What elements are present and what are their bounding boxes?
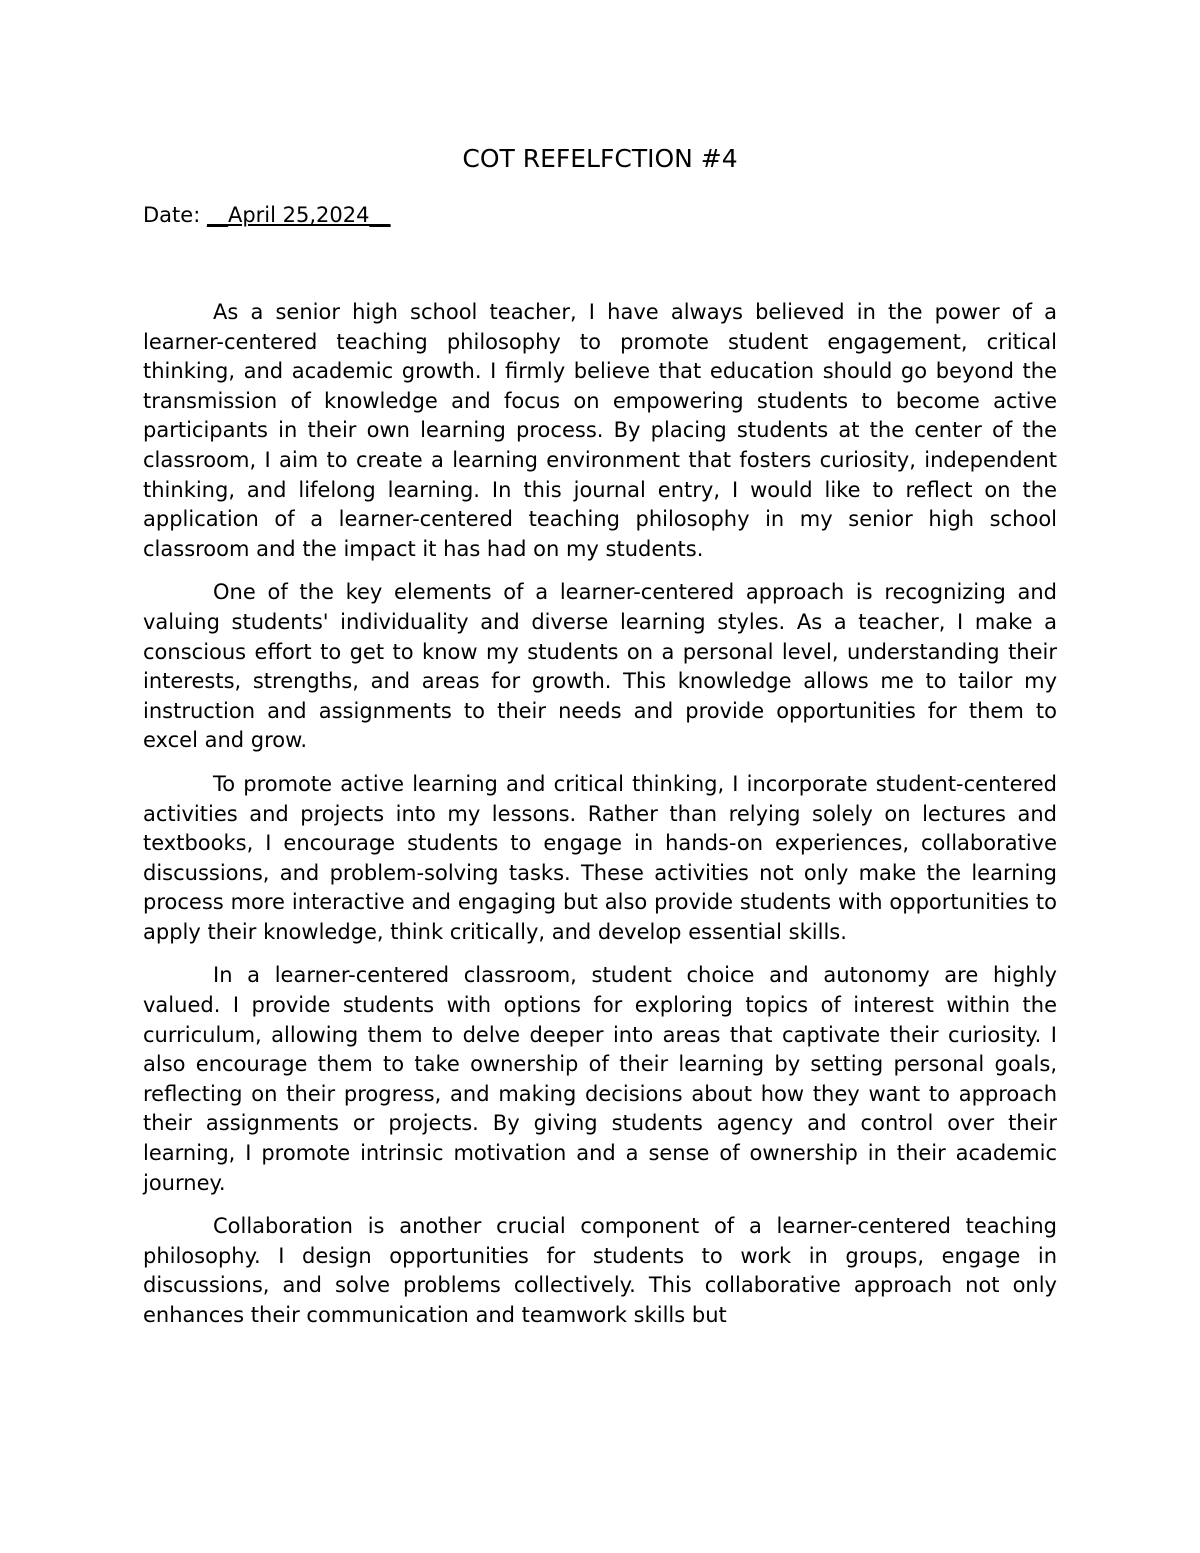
date-label: Date: [143, 203, 201, 227]
body-text [143, 298, 1057, 1345]
paragraph: One of the key elements of a learner-centered approach is recognizing and valuing students' individuality and diverse learning styles. As a teacher, I make a conscious effort to get to know my students on a personal level, understanding their interests, strengths, and areas for growth. This knowledge allows me to tailor my instruction and assignments to their needs and provide opportunities for them to excel and grow. [143, 580, 1057, 753]
paragraph: To promote active learning and critical thinking, I incorporate student-centered activities and projects into my lessons. Rather than relying solely on lectures and textbooks, I encourage students to engage in hands-on experiences, collaborative discussions, and problem-solving tasks. These activities not only make the learning process more interactive and engaging but also provide students with opportunities to apply their knowledge, think critically, and develop essential skills. [143, 771, 1057, 944]
date-line [143, 199, 390, 231]
date-value: __April 25,2024__ [206, 203, 391, 227]
paragraph: Collaboration is another crucial component of a learner-centered teaching philosophy. I design opportunities for students to work in groups, engage in discussions, and solve problems collectively. This collaborative approach not only enhances their communication and teamwork skills but [143, 1214, 1057, 1327]
paragraph: In a learner-centered classroom, student choice and autonomy are highly valued. I provide students with options for exploring topics of interest within the curriculum, allowing them to delve deeper into areas that captivate their curiosity. I also encourage them to take ownership of their learning by setting personal goals, reflecting on their progress, and making decisions about how they want to approach their assignments or projects. By giving students agency and control over their learning, I promote intrinsic motivation and a sense of ownership in their academic journey. [143, 963, 1057, 1195]
document-title: COT REFELFCTION #4 [462, 144, 738, 173]
paragraph: As a senior high school teacher, I have always believed in the power of a learner-centered teaching philosophy to promote student engagement, critical thinking, and academic growth. I firmly believe that education should go beyond the transmission of knowledge and focus on empowering students to become active participants in their own learning process. By placing students at the center of the classroom, I aim to create a learning environment that fosters curiosity, independent thinking, and lifelong learning. In this journal entry, I would like to reflect on the application of a learner-centered teaching philosophy in my senior high school classroom and the impact it has had on my students. [143, 300, 1057, 561]
